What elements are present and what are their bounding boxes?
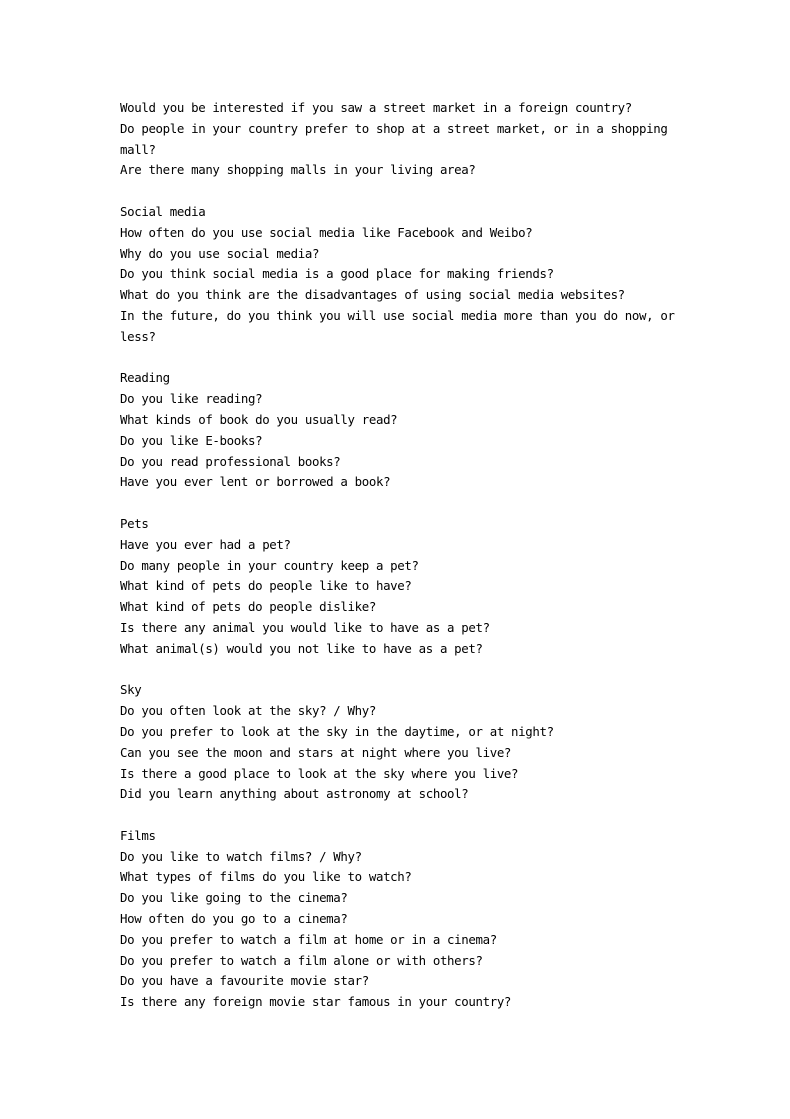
blank-line (120, 660, 680, 681)
text-line: What kind of pets do people dislike? (120, 599, 376, 615)
text-line: Do you like going to the cinema? (120, 890, 348, 906)
text-line: Social media (120, 203, 206, 219)
text-line: Can you see the moon and stars at night where you live? (120, 744, 512, 760)
text-line: Do many people in your country keep a pet? (120, 557, 419, 573)
text-line: Reading (120, 370, 170, 386)
text-line: Films (120, 827, 156, 843)
text-line: Would you be interested if you saw a street market in a foreign country? (120, 100, 632, 115)
text-line: Sky (120, 682, 142, 698)
text-line: Have you ever had a pet? (120, 536, 291, 552)
text-line: Do you prefer to watch a film alone or with others? (120, 952, 483, 968)
text-line: mall? (120, 141, 156, 157)
text-line: Do people in your country prefer to shop at a street market, or in a shopping (120, 120, 668, 136)
blank-line (120, 181, 680, 202)
text-line: Why do you use social media? (120, 245, 320, 261)
text-line: What kind of pets do people like to have? (120, 578, 412, 594)
text-line: Have you ever lent or borrowed a book? (120, 474, 391, 490)
text-line: Do you like to watch films? / Why? (120, 848, 362, 864)
text-line: What animal(s) would you not like to have as a pet? (120, 640, 483, 656)
text-line: Do you like reading? (120, 391, 263, 407)
text-line: Do you like E-books? (120, 432, 263, 448)
text-line: How often do you use social media like Facebook and Weibo? (120, 224, 533, 240)
text-line: Is there any animal you would like to have as a pet? (120, 619, 490, 635)
text-line: less? (120, 328, 156, 344)
text-line: Are there many shopping malls in your living area? (120, 162, 476, 178)
text-line: What kinds of book do you usually read? (120, 411, 398, 427)
text-line: Is there a good place to look at the sky where you live? (120, 765, 519, 781)
blank-line (120, 348, 680, 369)
text-line: Do you think social media is a good place for making friends? (120, 266, 554, 282)
text-line: What types of films do you like to watch? (120, 869, 412, 885)
text-line: Do you read professional books? (120, 453, 341, 469)
text-line: Do you have a favourite movie star? (120, 973, 369, 989)
text-line: What do you think are the disadvantages of using social media websites? (120, 287, 625, 303)
text-line: In the future, do you think you will use social media more than you do now, or (120, 307, 675, 323)
text-line: Do you often look at the sky? / Why? (120, 703, 376, 719)
blank-line (120, 493, 680, 514)
text-line: Pets (120, 515, 149, 531)
text-line: How often do you go to a cinema? (120, 911, 348, 927)
text-line: Is there any foreign movie star famous in your country? (120, 994, 512, 1010)
text-line: Do you prefer to look at the sky in the daytime, or at night? (120, 723, 554, 739)
text-line: Did you learn anything about astronomy at school? (120, 786, 469, 802)
document-page (120, 98, 680, 1013)
text-line: Do you prefer to watch a film at home or in a cinema? (120, 931, 497, 947)
blank-line (120, 805, 680, 826)
